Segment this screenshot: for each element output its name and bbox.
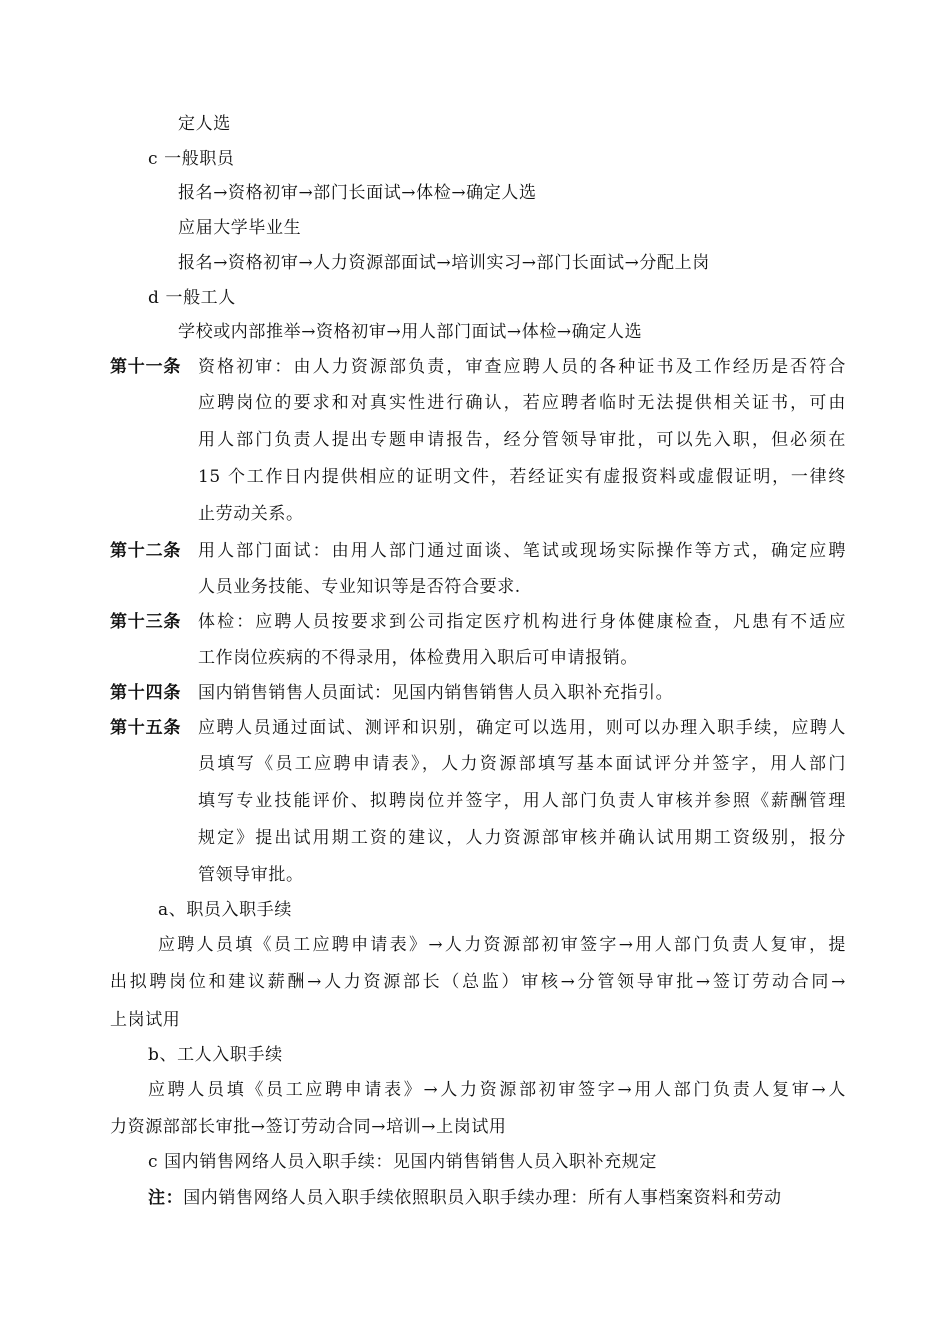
note-label: 注： <box>148 1188 184 1208</box>
article-text: 应聘人员通过面试、测评和识别，确定可以选用，则可以办理入职手续，应聘人 <box>198 718 846 738</box>
text-line: 应届大学毕业生 <box>178 218 302 238</box>
procedure-title: b、工人入职手续 <box>148 1045 283 1065</box>
article-text: 工作岗位疾病的不得录用，体检费用入职后可申请报销。 <box>198 648 638 668</box>
article-text: 资格初审：由人力资源部负责，审查应聘人员的各种证书及工作经历是否符合 <box>198 357 846 377</box>
procedure-text: 出拟聘岗位和建议薪酬→人力资源部长（总监）审核→分管领导审批→签订劳动合同→ <box>110 972 846 992</box>
article-heading: 第十三条 <box>110 612 182 632</box>
article-text: 止劳动关系。 <box>198 504 304 524</box>
article-text: 体检：应聘人员按要求到公司指定医疗机构进行身体健康检查，凡患有不适应 <box>198 612 846 632</box>
article-heading: 第十一条 <box>110 357 182 377</box>
article-text: 管领导审批。 <box>198 865 304 885</box>
text-line: 定人选 <box>178 114 231 134</box>
article-heading: 第十五条 <box>110 718 182 738</box>
article-heading: 第十二条 <box>110 541 182 561</box>
procedure-text: 力资源部部长审批→签订劳动合同→培训→上岗试用 <box>110 1117 507 1137</box>
procedure-text: 应聘人员填《员工应聘申请表》→人力资源部初审签字→用人部门负责人复审→人 <box>148 1080 846 1100</box>
article-text: 用人部门负责人提出专题申请报告，经分管领导审批，可以先入职，但必须在 <box>198 430 846 450</box>
article-text: 填写专业技能评价、拟聘岗位并签字，用人部门负责人审核并参照《薪酬管理 <box>198 791 846 811</box>
text-line: 报名→资格初审→人力资源部面试→培训实习→部门长面试→分配上岗 <box>178 253 710 273</box>
article-text: 规定》提出试用期工资的建议，人力资源部审核并确认试用期工资级别，报分 <box>198 828 846 848</box>
article-text: 人员业务技能、专业知识等是否符合要求. <box>198 577 521 597</box>
text-line: 学校或内部推举→资格初审→用人部门面试→体检→确定人选 <box>178 322 643 342</box>
article-heading: 第十四条 <box>110 683 182 703</box>
note-line <box>148 1186 782 1210</box>
procedure-title: a、职员入职手续 <box>158 900 292 920</box>
article-text: 国内销售销售人员面试：见国内销售销售人员入职补充指引。 <box>198 683 674 703</box>
text-line: 报名→资格初审→部门长面试→体检→确定人选 <box>178 183 537 203</box>
text-line: c 一般职员 <box>148 149 235 169</box>
procedure-text: c 国内销售网络人员入职手续：见国内销售销售人员入职补充规定 <box>148 1152 657 1172</box>
procedure-text: 上岗试用 <box>110 1010 181 1030</box>
article-text: 员填写《员工应聘申请表》，人力资源部填写基本面试评分并签字，用人部门 <box>198 754 846 774</box>
note-text: 国内销售网络人员入职手续依照职员入职手续办理：所有人事档案资料和劳动 <box>183 1188 782 1208</box>
procedure-text: 应聘人员填《员工应聘申请表》→人力资源部初审签字→用人部门负责人复审，提 <box>158 935 846 955</box>
article-text: 15 个工作日内提供相应的证明文件，若经证实有虚报资料或虚假证明，一律终 <box>198 467 846 487</box>
text-line: d 一般工人 <box>148 288 236 308</box>
article-text: 应聘岗位的要求和对真实性进行确认，若应聘者临时无法提供相关证书，可由 <box>198 393 846 413</box>
article-text: 用人部门面试：由用人部门通过面谈、笔试或现场实际操作等方式，确定应聘 <box>198 541 846 561</box>
